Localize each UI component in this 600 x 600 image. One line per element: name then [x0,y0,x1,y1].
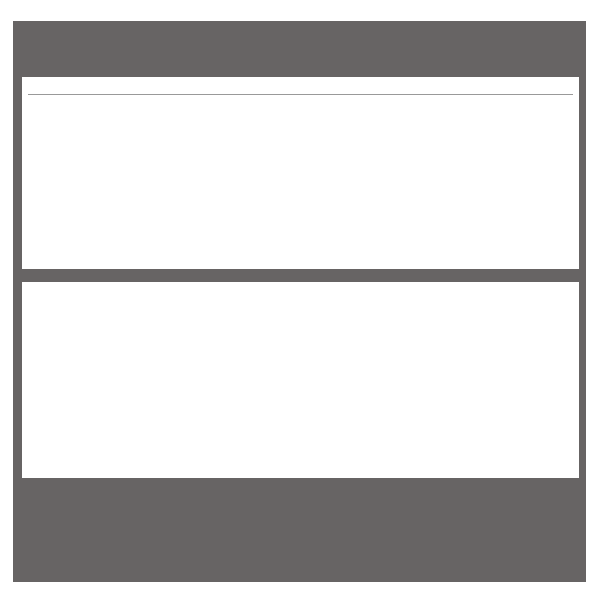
planner-page-bottom [22,282,579,478]
year-line [28,94,573,95]
planner-page-top [22,77,579,269]
spiral-binding [26,257,566,297]
